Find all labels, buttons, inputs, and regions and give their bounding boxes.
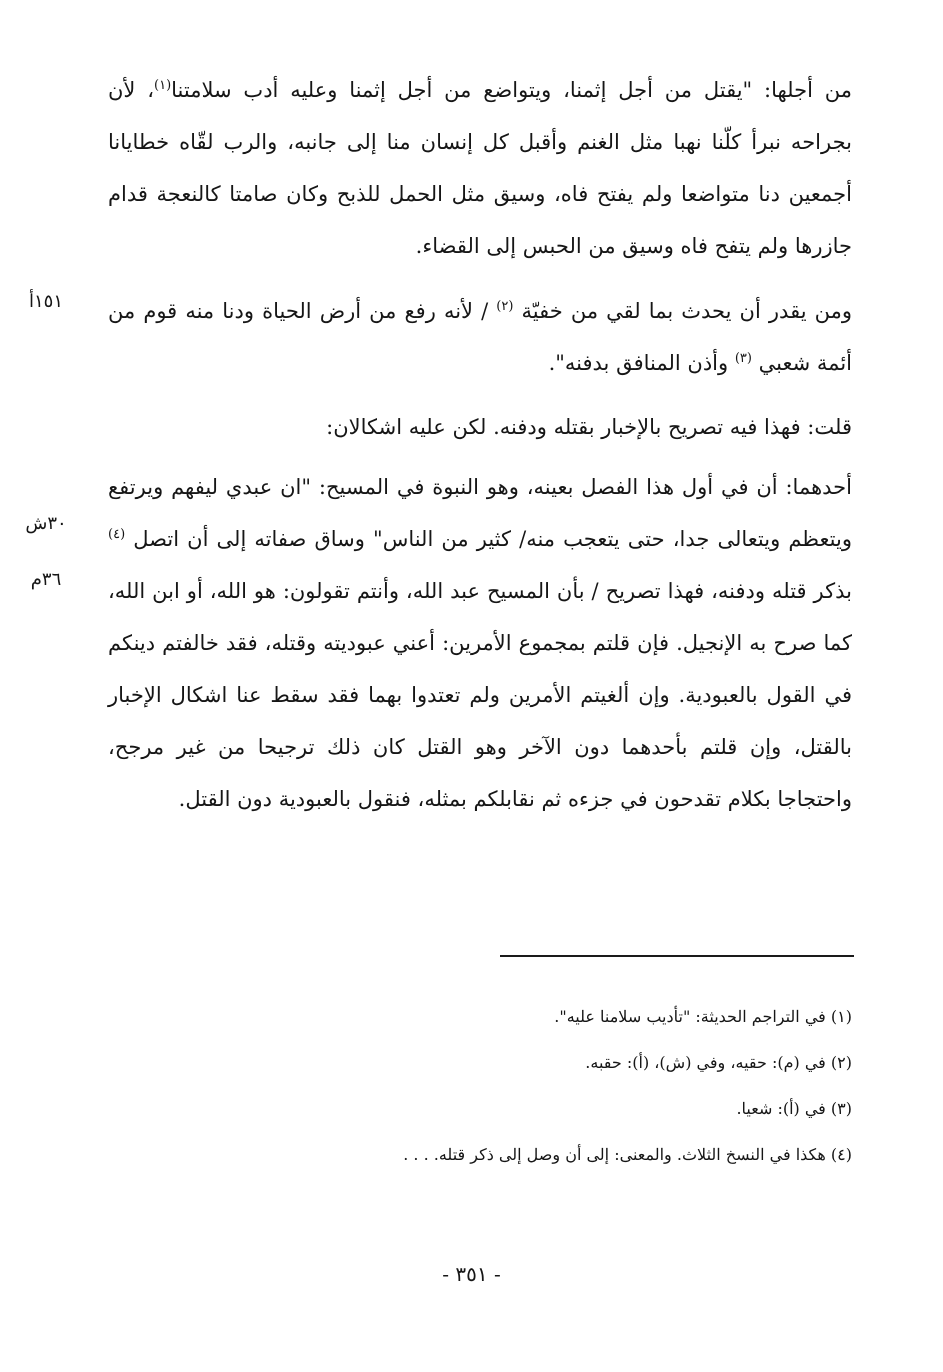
margin-note-folio: ١٥١أ [28,291,64,312]
footnote-4: (٤) هكذا في النسخ الثلاث. والمعنى: إلى أن وصل إلى ذكر قتله. . . . [403,1145,852,1164]
margin-note-m: ٣٦م [30,569,62,590]
footnote-ref-3[interactable]: (٣) [734,351,752,366]
paragraph-1-text-b: ، لأن بجراحه نبرأ كلّنا نهبا مثل الغنم وأقبل كل إنسان منا إلى جانبه، والرب لقّاه خطايانا أجمعين دنا متواضعا ولم يفتح فاه، وسيق مثل الحمل للذبح وكان صامتا كالنعجة قدام جازرها ولم يتفح فاه وسيق من الحبس إلى القضاء. [108,78,852,258]
paragraph-4 [108,461,852,825]
footnote-1: (١) في التراجم الحديثة: "تأديب سلامنا عليه". [554,1007,852,1026]
footnote-3: (٣) في (أ): شعيا. [736,1099,852,1118]
paragraph-4-text-a: أحدهما: أن في أول هذا الفصل بعينه، وهو النبوة في المسيح: "ان عبدي ليفهم ويرتفع ويتعظم ويتعالى جدا، حتى يتعجب منه/ كثير من الناس" وساق صفاته إلى أن اتصل [108,475,852,551]
paragraph-3 [108,401,852,453]
paragraph-1 [108,64,852,272]
footnotes-list [300,994,852,1178]
paragraph-3-text: قلت: فهذا فيه تصريح بالإخبار بقتله ودفنه. لكن عليه اشكالان: [326,415,852,439]
footnote-ref-1[interactable]: (١) [154,78,172,93]
paragraph-2-text-a: ومن يقدر أن يحدث بما لقي من خفيّة [521,299,853,323]
margin-note-sh: ٣٠ش [25,513,67,534]
footnote-ref-4[interactable]: (٤) [108,527,126,542]
footnote-ref-2[interactable]: (٢) [496,299,514,314]
page-number: - ٣٥١ - [442,1262,501,1286]
footnote-2: (٢) في (م): حقيه، وفي (ش)، (أ): حقبه. [585,1053,852,1072]
paragraph-2-text-b: / لأنه رفع من أرض الحياة ودنا منه قوم من أئمة شعبي [108,299,852,375]
footnote-separator [500,955,854,957]
paragraph-2-text-c: وأذن المنافق بدفنه". [548,351,735,375]
paragraph-2 [108,285,852,389]
paragraph-1-text-a: من أجلها: "يقتل من أجل إثمنا، ويتواضع من أجل إثمنا وعليه أدب سلامتنا [171,78,853,102]
paragraph-4-text-b: بذكر قتله ودفنه، فهذا تصريح / بأن المسيح عبد الله، وأنتم تقولون: هو الله، أو ابن الله، كما صرح به الإنجيل. فإن قلتم بمجموع الأمرين: أعني عبوديته وقتله، فقد خالفتم دينكم في القول بالعبودية. وإن ألغيتم الأمرين ولم تعتدوا بهما فقد سقط عنا اشكال الإخبار بالقتل، وإن قلتم بأحدهما دون الآخر وهو القتل كان ذلك ترجيحا من غير مرجح، واحتجاجا بكلام تقدحون في جزءه ثم نقابلكم بمثله، فنقول بالعبودية دون القتل. [108,579,852,811]
